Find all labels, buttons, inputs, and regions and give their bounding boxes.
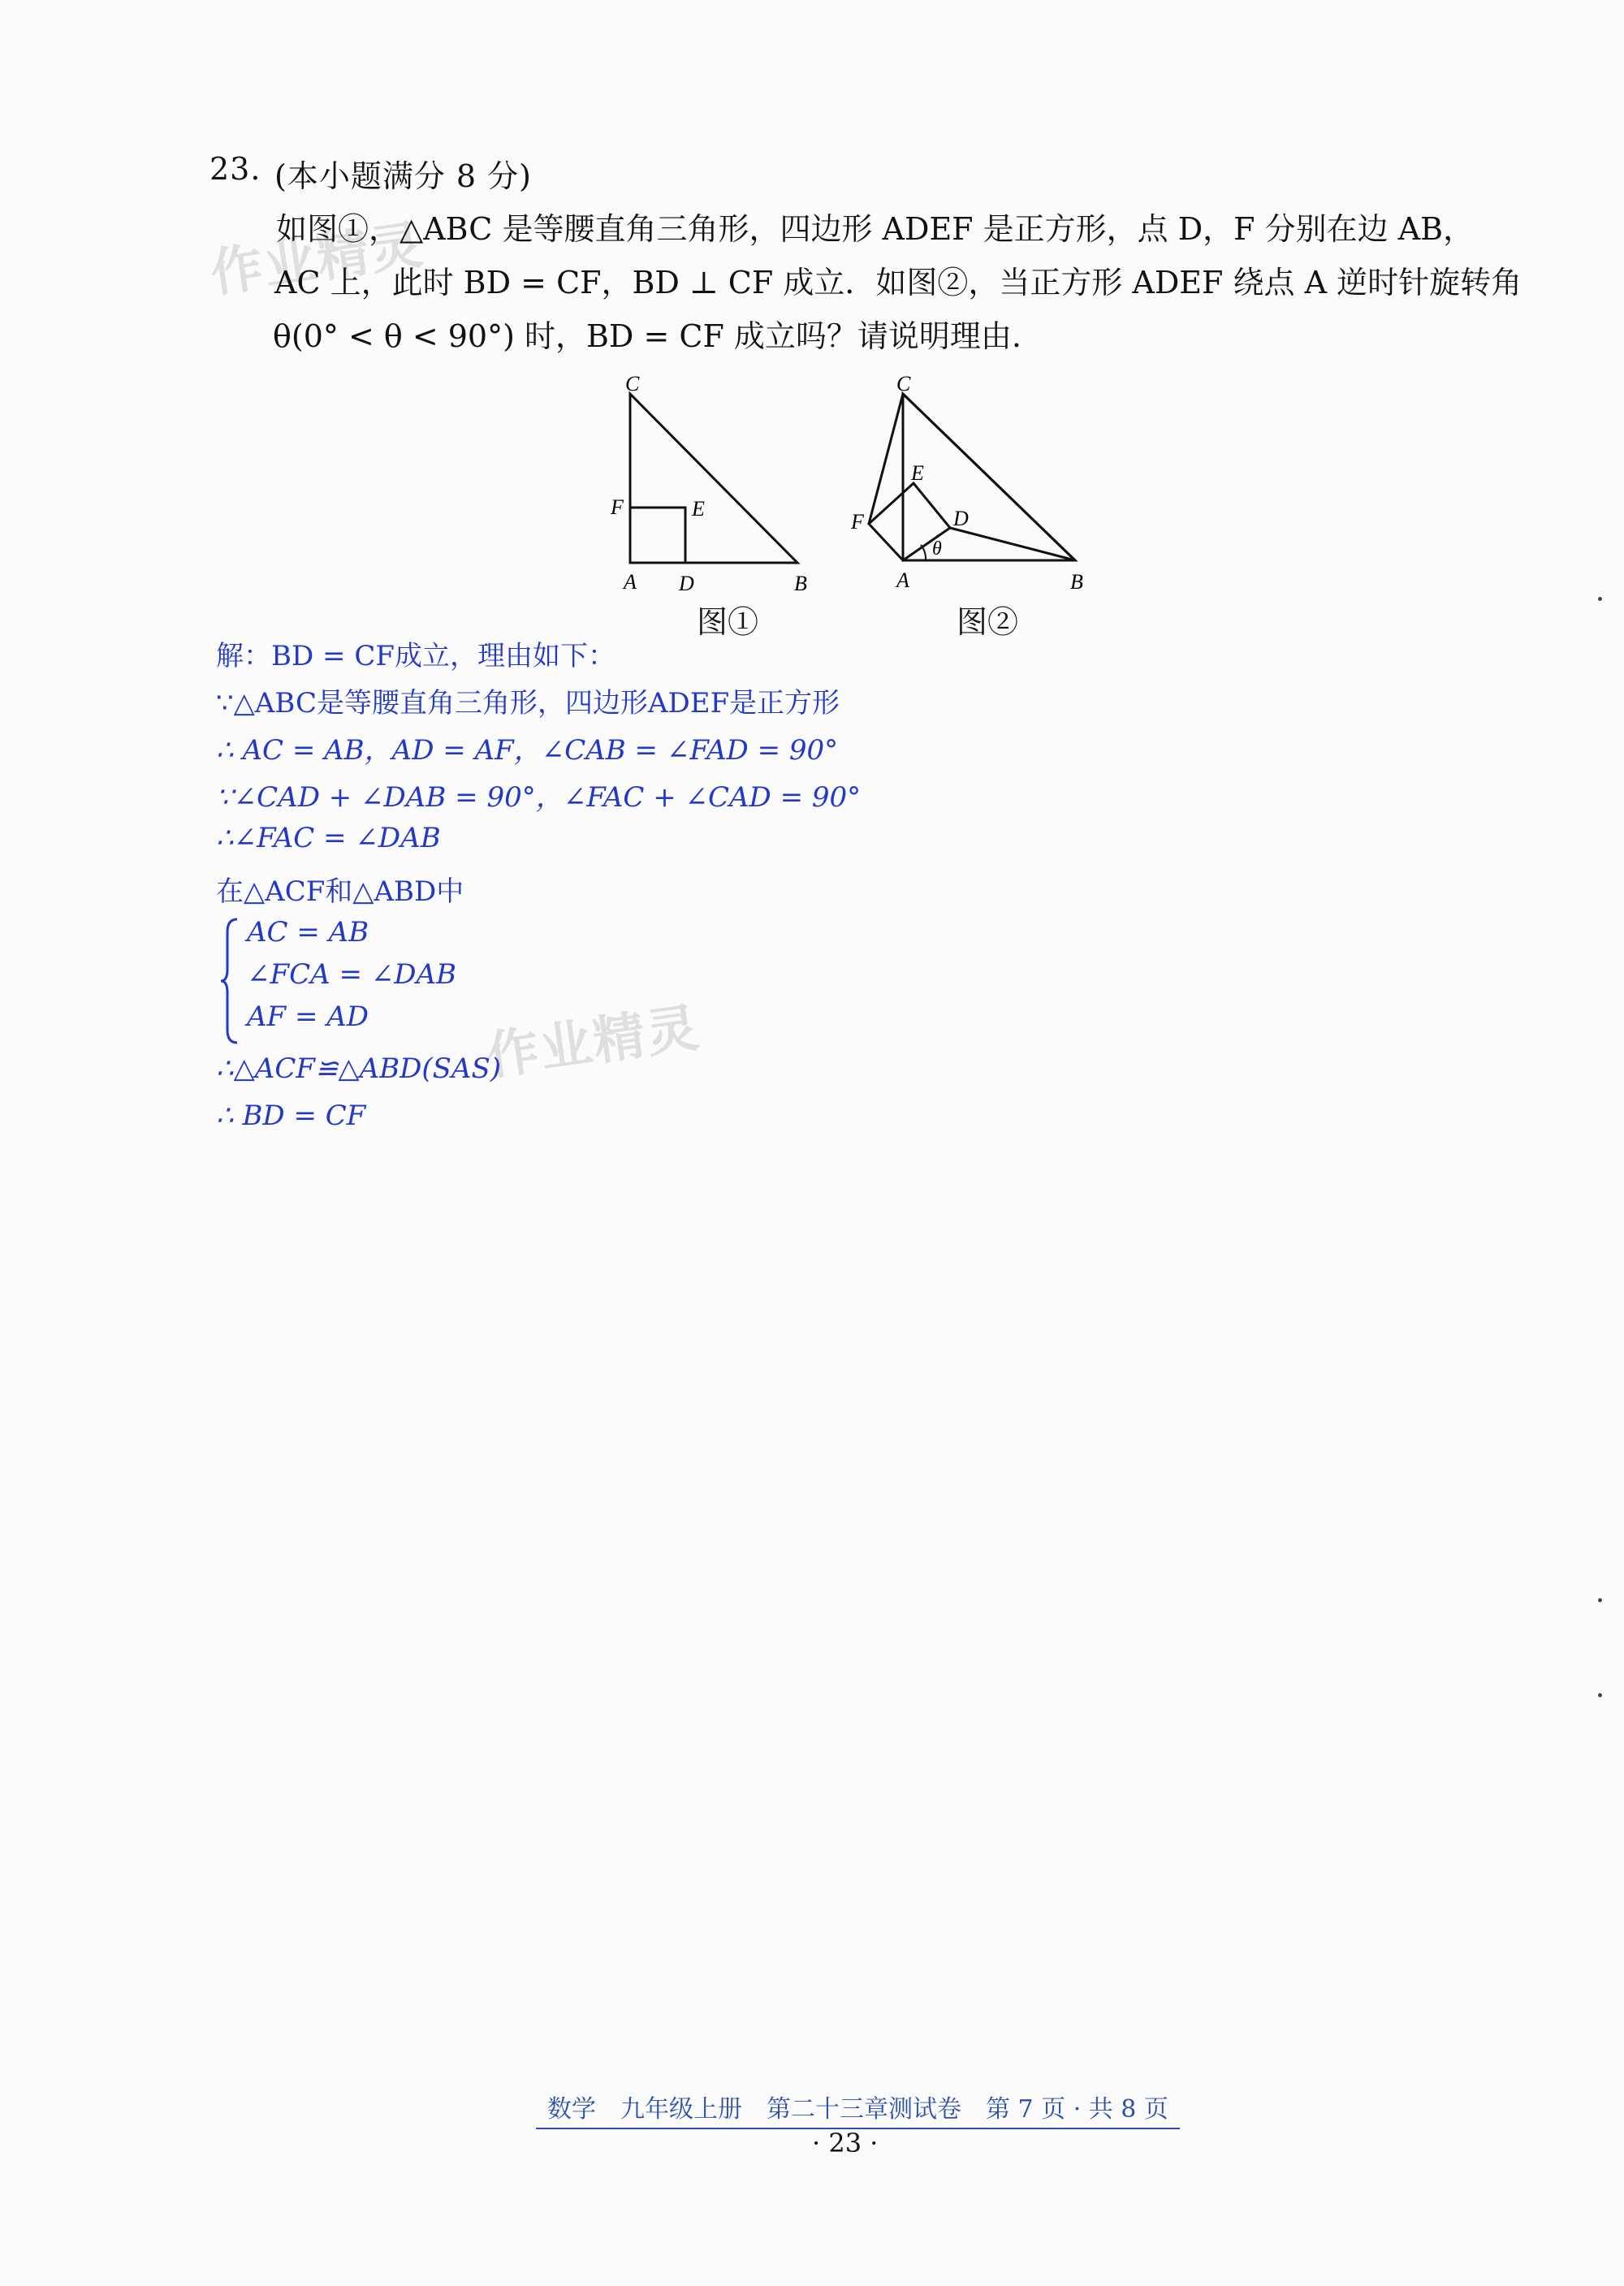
- solution-conclusion: ∴△ACF≌△ABD(SAS): [216, 1052, 502, 1085]
- label-a: A: [624, 570, 637, 594]
- solution-line: ∴ AC = AB，AD = AF，∠CAB = ∠FAD = 90°: [216, 734, 839, 767]
- solution-line: ∵∠CAD + ∠DAB = 90°，∠FAC + ∠CAD = 90°: [216, 781, 862, 814]
- brace-line: ∠FCA = ∠DAB: [247, 958, 457, 991]
- question-line-3: θ(0° < θ < 90°) 时，BD = CF 成立吗？请说明理由.: [273, 318, 1022, 354]
- label-a: A: [896, 568, 909, 592]
- label-f: F: [611, 495, 624, 519]
- label-e: E: [911, 461, 924, 485]
- label-b: B: [794, 572, 807, 595]
- solution-line: ∴∠FAC = ∠DAB: [216, 822, 441, 854]
- label-c: C: [896, 372, 911, 395]
- solution-line: ∵△ABC是等腰直角三角形，四边形ADEF是正方形: [216, 687, 840, 720]
- margin-mark: [1598, 1598, 1602, 1602]
- figure-1-caption: 图①: [697, 604, 759, 640]
- label-f: F: [851, 510, 864, 534]
- page-number: · 23 ·: [812, 2128, 879, 2159]
- brace-line: AF = AD: [247, 1000, 369, 1033]
- square-adef: [630, 508, 685, 563]
- figure-2-diagram: [836, 369, 1104, 597]
- label-b: B: [1070, 570, 1083, 594]
- brace-symbol: [218, 916, 242, 1046]
- label-theta: θ: [932, 538, 942, 560]
- solution-line: 在△ACF和△ABD中: [216, 875, 464, 908]
- figure-1-diagram: [601, 369, 828, 597]
- question-line-1: 如图①，△ABC 是等腰直角三角形，四边形 ADEF 是正方形，点 D，F 分别在边 AB，: [276, 211, 1475, 247]
- label-d: D: [953, 507, 969, 530]
- margin-mark: [1598, 1693, 1602, 1697]
- watermark: 作业精灵: [206, 214, 428, 305]
- footer-info: 数学 九年级上册 第二十三章测试卷 第 7 页 · 共 8 页: [536, 2089, 1180, 2129]
- brace-line: AC = AB: [247, 916, 369, 949]
- segment-cf: [869, 394, 903, 524]
- question-number: 23.: [209, 151, 261, 187]
- question-line-2: AC 上，此时 BD = CF，BD ⊥ CF 成立．如图②，当正方形 ADEF 绕点 A 逆时针旋转角: [274, 265, 1522, 300]
- triangle-abc: [630, 394, 797, 563]
- margin-mark: [1598, 597, 1602, 601]
- question-points: (本小题满分 8 分): [274, 158, 532, 194]
- figure-2-caption: 图②: [957, 604, 1019, 640]
- watermark: 作业精灵: [482, 996, 704, 1087]
- solution-line: 解：BD = CF成立，理由如下：: [216, 640, 615, 672]
- label-c: C: [625, 372, 640, 395]
- solution-conclusion: ∴ BD = CF: [216, 1100, 366, 1132]
- label-d: D: [679, 572, 694, 595]
- segment-bd: [950, 528, 1075, 560]
- label-e: E: [692, 497, 705, 521]
